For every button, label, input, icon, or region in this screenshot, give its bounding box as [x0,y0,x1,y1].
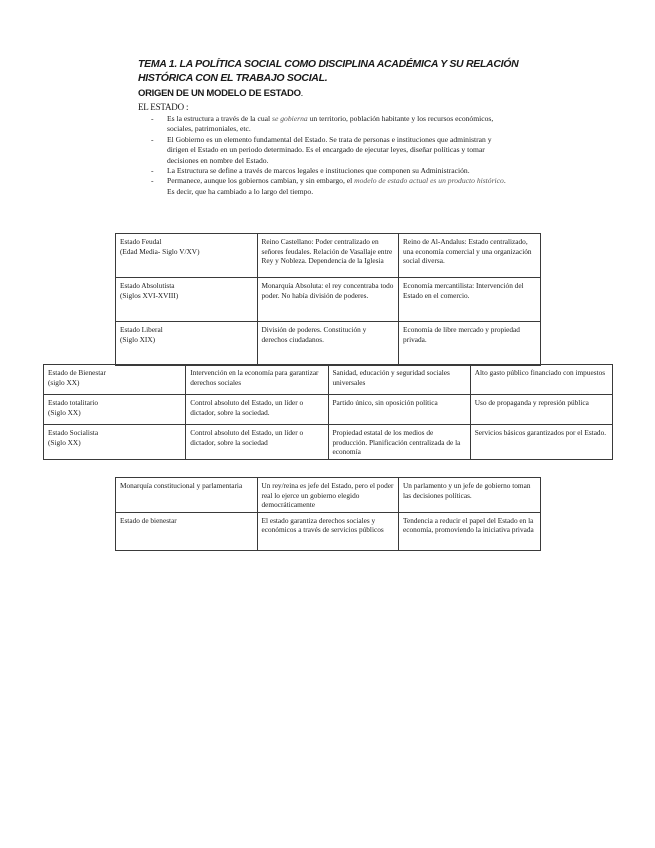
section-heading-text: EL ESTADO [138,102,184,112]
bullet-text: El Gobierno es un elemento fundamental del Estado. Se trata de personas e instituciones que administran y dirigen el Estado en un periodo determinado. Es el encargado de ejecutar leyes, diseñar políticas y tomar decisiones en nombre del Estado. [167,134,492,165]
cell-line: Estado Liberal [120,325,163,334]
table-cell: Tendencia a reducir el papel del Estado en la economía, promoviendo la iniciativa privada [399,512,541,550]
bullet-item [150,114,512,135]
table-cell: El estado garantiza derechos sociales y económicos a través de servicios públicos [257,512,399,550]
subtitle-text: ORIGEN DE UN MODELO DE ESTADO [138,88,301,99]
table-cell: Monarquía Absoluta: el rey concentraba todo poder. No había división de poderes. [257,278,399,322]
table-row [116,478,541,513]
table-cell [44,365,186,395]
table-cell: Control absoluto del Estado, un líder o dictador, sobre la sociedad. [186,395,328,425]
table-row [44,395,613,425]
table-cell: Uso de propaganda y represión pública [470,395,612,425]
table-row [116,278,541,322]
bullet-item [150,135,512,166]
bullet-emphasis: se gobierna [272,114,308,123]
bullet-text: Permanece, aunque los gobiernos cambian, y sin embargo, el [167,176,353,186]
table-cell: División de poderes. Constitución y derechos ciudadanos. [257,322,399,366]
table-cell: Un parlamento y un jefe de gobierno toman las decisiones políticas. [399,478,541,513]
modern-states-table [115,477,541,551]
cell-line: Estado totalitario [48,398,99,407]
table-cell: Servicios básicos garantizados por el Estado. [470,425,612,460]
table-row [116,512,541,550]
cell-line: Estado de Bienestar [48,368,106,377]
section-heading [138,102,188,112]
cell-line: (Siglos XVI-XVIII) [120,290,179,300]
table-cell: Partido único, sin oposición política [328,395,470,425]
table-cell: Un rey/reina es jefe del Estado, pero el poder real lo ejerce un gobierno elegido democráticamente [257,478,399,513]
table-cell: Economía mercantilista: Intervención del Estado en el comercio. [399,278,541,322]
table-cell [116,234,258,278]
table-cell [44,425,186,460]
bullet-text: . Es decir, que ha cambiado a lo largo del tiempo. [167,176,506,196]
table-cell [116,278,258,322]
table-cell: Monarquía constitucional y parlamentaria [116,478,258,513]
document-title: TEMA 1. LA POLÍTICA SOCIAL COMO DISCIPLINA ACADÉMICA Y SU RELACIÓN HISTÓRICA CON EL TRABAJO SOCIAL. [138,58,519,84]
cell-line: (Siglo XX) [48,437,81,447]
historical-states-table [115,233,541,366]
cell-line: (Siglo XIX) [120,334,156,344]
bullet-item [150,166,512,176]
cell-line: Estado Absolutista [120,281,175,290]
table-cell: Reino Castellano: Poder centralizado en señores feudales. Relación de Vasallaje entre Rey y Nobleza. Dependencia de la Iglesia [257,234,399,278]
table-cell: Estado de bienestar [116,512,258,550]
subtitle [138,88,303,99]
table-row [116,234,541,278]
table-cell: Control absoluto del Estado, un líder o dictador, sobre la sociedad [186,425,328,460]
cell-line: (Siglo XX) [48,407,81,417]
cell-line: (siglo XX) [48,377,80,387]
table-row [44,425,613,460]
table-cell: Economía de libre mercado y propiedad privada. [399,322,541,366]
cell-line: Estado Socialista [48,428,99,437]
table-row [44,365,613,395]
bullet-emphasis: modelo de estado actual es un producto histórico [354,176,504,186]
twentieth-century-states-table [43,364,613,460]
table-cell [116,322,258,366]
bullet-text: Es la estructura a través de la cual [167,114,271,123]
subtitle-period: . [300,88,304,99]
table-cell: Alto gasto público financiado con impuestos [470,365,612,395]
cell-line: (Edad Media- Siglo V/XV) [120,246,200,256]
cell-line: Estado Feudal [120,237,162,246]
section-heading-colon: : [185,102,189,112]
table-cell: Propiedad estatal de los medios de producción. Planificación centralizada de la economía [328,425,470,460]
table-row [116,322,541,366]
table-cell [44,395,186,425]
table-cell: Intervención en la economía para garantizar derechos sociales [186,365,328,395]
bullet-text: un territorio, población habitante y los recursos económicos, sociales, patrimoniales, etc. [167,114,494,134]
table-cell: Sanidad, educación y seguridad sociales universales [328,365,470,395]
bullet-list [150,114,512,197]
bullet-item [150,176,512,197]
table-cell: Reino de Al-Andalus: Estado centralizado, una economía comercial y una organización social diversa. [399,234,541,278]
bullet-text: La Estructura se define a través de marcos legales e instituciones que componen su Administración. [167,166,470,176]
